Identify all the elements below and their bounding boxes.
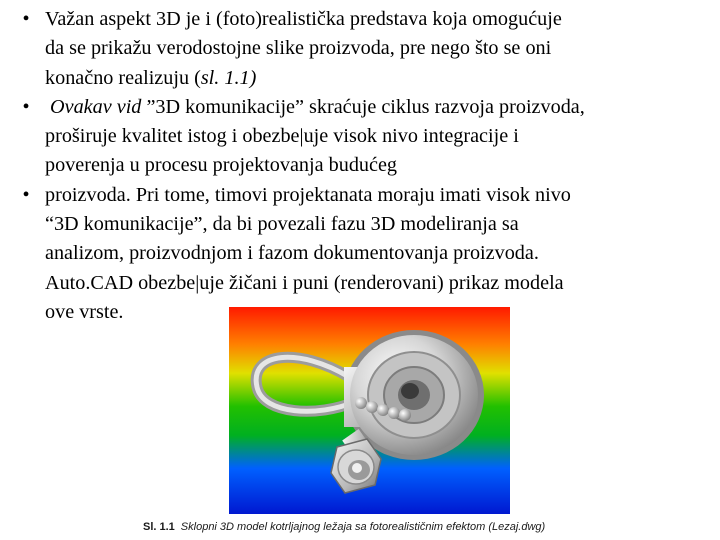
- bullet-1-line-2: da se prikažu verodostojne slike proizvoda, pre nego što se oni: [45, 37, 552, 60]
- figure-reference: sl. 1.1): [200, 66, 257, 89]
- bullet-marker: •: [22, 8, 30, 30]
- bullet-2-line-3: poverenja u procesu projektovanja budućeg: [45, 154, 398, 177]
- bullet-1-line-1: Važan aspekt 3D je i (foto)realistička predstava koja omogućuje: [45, 8, 562, 30]
- bullet-3-line-3: analizom, proizvodnjom i fazom dokumentovanja proizvoda.: [45, 242, 539, 265]
- bullet-item-3: [18, 181, 714, 327]
- figure-caption: [143, 521, 613, 533]
- bullet-3-line-4: Auto.CAD obezbe|uje žičani i puni (renderovani) prikaz modela: [45, 271, 564, 294]
- figure-caption-label: Sl. 1.1: [143, 521, 175, 533]
- bullet-list: [18, 5, 714, 327]
- bullet-item-1: [18, 5, 714, 93]
- bullet-marker: •: [22, 95, 30, 118]
- bearing-render-figure: [229, 307, 510, 514]
- bullet-2-line-1-text: ”3D komunikacije” skraćuje ciklus razvoja proizvoda,: [141, 95, 585, 118]
- bearing-render-image: [229, 307, 510, 514]
- bullet-3-line-1: proizvoda. Pri tome, timovi projektanata moraju imati visok nivo: [45, 183, 571, 206]
- bullet-item-2: [18, 93, 714, 181]
- bullet-2-line-2: proširuje kvalitet istog i obezbe|uje visok nivo integracije i: [45, 125, 519, 148]
- bullet-2-italic-phrase: Ovakav vid: [45, 95, 142, 118]
- bullet-1-line-3-text: konačno realizuju (: [45, 66, 201, 89]
- bullet-3-line-2: “3D komunikacije”, da bi povezali fazu 3D modeliranja sa: [45, 213, 519, 236]
- bullet-marker: •: [22, 183, 30, 206]
- bullet-1-line-3: [45, 64, 714, 93]
- figure-caption-text: Sklopni 3D model kotrljajnog ležaja sa fotorealističnim efektom (Lezaj.dwg): [180, 521, 546, 533]
- bullet-3-line-5: ove vrste.: [45, 300, 124, 323]
- bullet-2-line-1: [45, 93, 714, 122]
